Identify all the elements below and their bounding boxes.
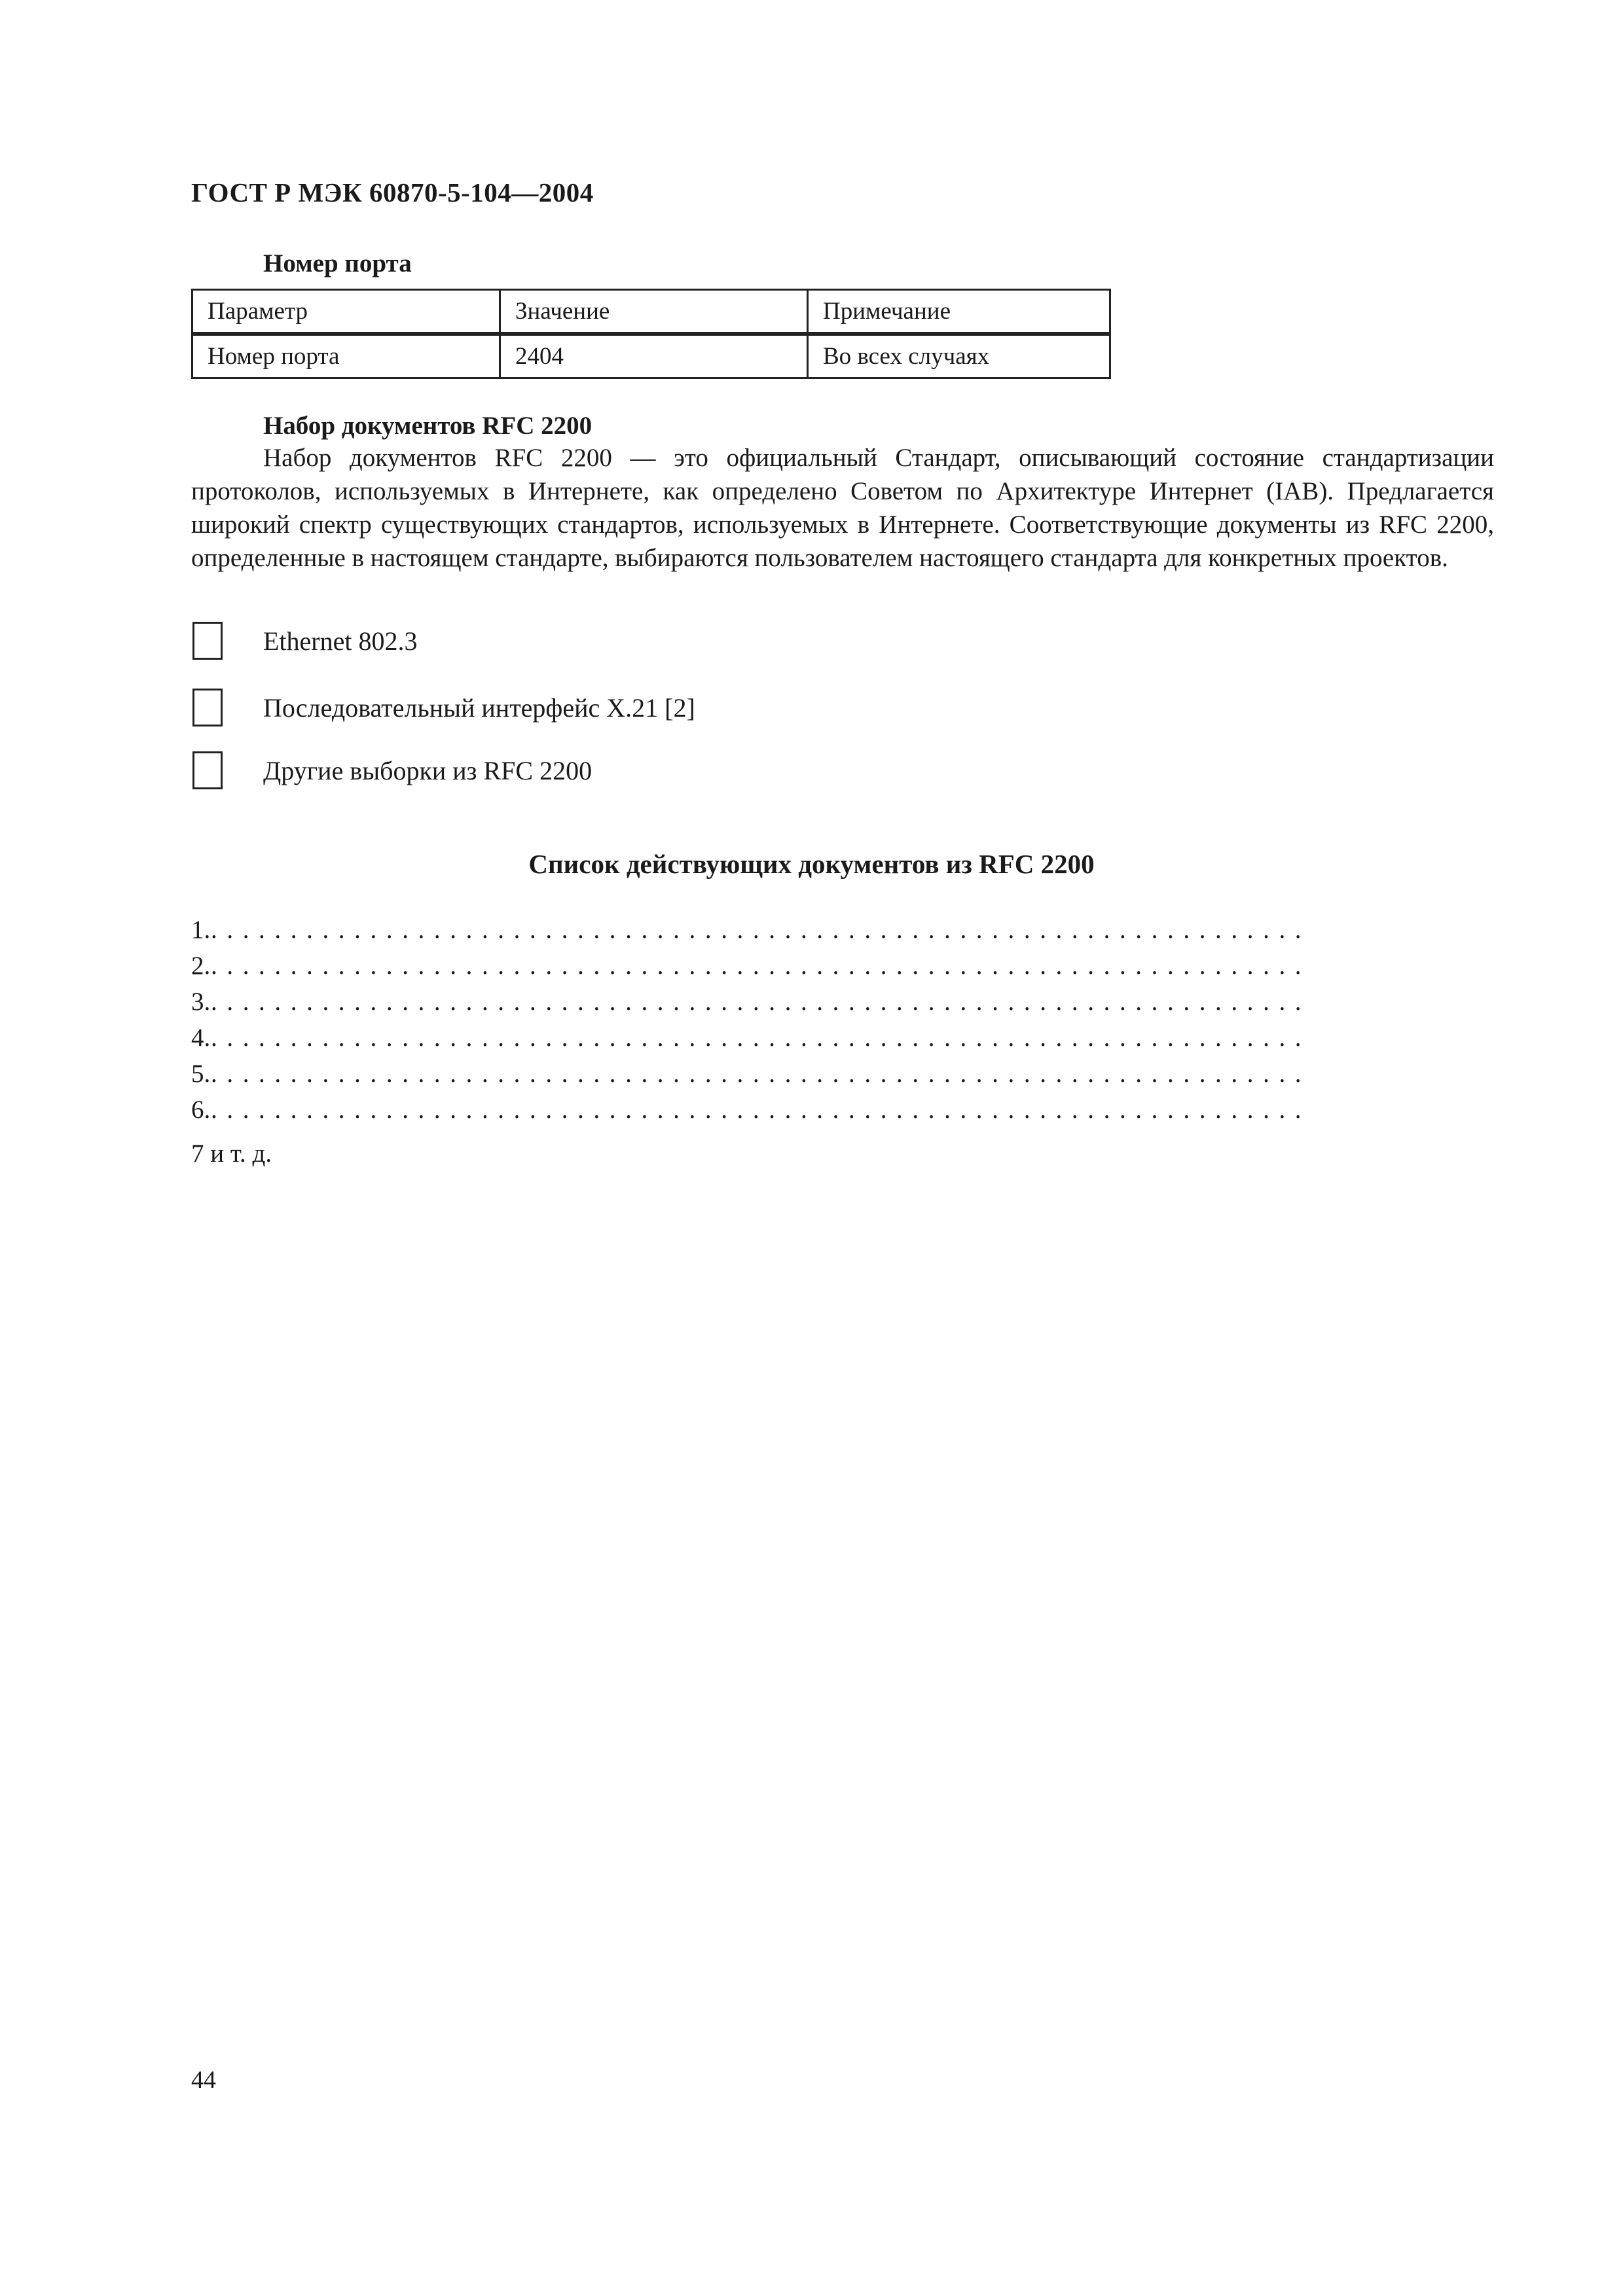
rfc-section-title: Набор документов RFC 2200 [263,412,593,440]
list-continuation: 7 и т. д. [191,1139,272,1168]
list-item-leader: ..................................................................... [211,1060,1311,1088]
list-item-number: 5. [191,1060,211,1088]
list-item-leader: ..................................................................... [211,988,1311,1016]
list-item-number: 2. [191,952,211,980]
table-header-cell: Значение [500,290,808,334]
documents-list-title: Список действующих документов из RFC 2200 [528,849,1095,879]
page-number: 44 [191,2066,216,2094]
list-item-leader: ..................................................................... [211,1024,1311,1052]
table-cell: Во всех случаях [808,334,1110,378]
table-header-cell: Примечание [808,290,1110,334]
list-item-number: 1. [191,916,211,944]
option-label: Другие выборки из RFC 2200 [263,756,593,785]
option-label: Ethernet 802.3 [263,626,418,656]
checkbox[interactable] [192,622,223,660]
list-item [191,951,1455,987]
document-header: ГОСТ Р МЭК 60870-5-104—2004 [191,177,594,207]
list-item [191,1023,1455,1059]
list-item-leader: ..................................................................... [211,952,1311,980]
option-label: Последовательный интерфейс X.21 [2] [263,693,695,723]
list-item [191,915,1455,951]
table-cell: Номер порта [192,334,500,378]
checkbox[interactable] [192,689,223,726]
list-item-number: 3. [191,988,211,1016]
list-item [191,1095,1455,1131]
list-item-number: 4. [191,1024,211,1052]
list-item-number: 6. [191,1096,211,1124]
list-item-leader: ..................................................................... [211,916,1311,944]
rfc-description: Набор документов RFC 2200 — это официальный Стандарт, описывающий состояние стандартизации протоколов, используемых в Интернете, как определено Советом по Архитектуре Интернет (IAB). Предлагается широкий спектр существующих стандартов, используемых в Интернете. Соответствующие документы из RFC 2200, определенные в настоящем стандарте, выбираются пользователем настоящего стандарта для конкретных проектов. [191,444,1494,572]
port-table [191,289,1111,379]
table-header-cell: Параметр [192,290,500,334]
list-item [191,1059,1455,1095]
list-item [191,987,1455,1023]
list-item-leader: ..................................................................... [211,1096,1311,1124]
table-cell: 2404 [500,334,808,378]
documents-list [191,915,1455,1168]
table-row [192,334,1110,378]
port-section-title: Номер порта [263,249,412,278]
table-header-row [192,290,1110,334]
checkbox[interactable] [192,751,223,789]
